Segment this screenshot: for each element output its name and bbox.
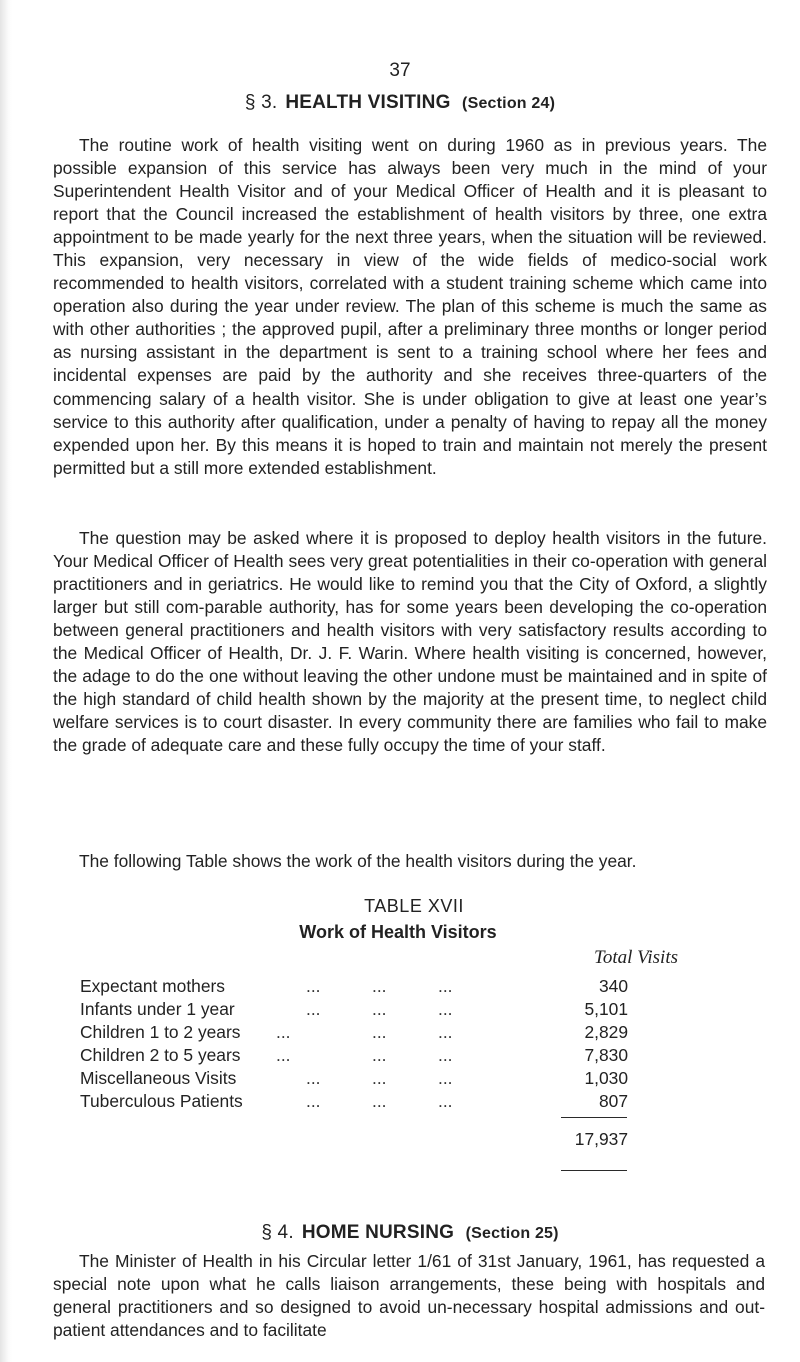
table-row: Children 2 to 5 years ... ... ... 7,830	[80, 1045, 628, 1065]
table-row: Infants under 1 year ... ... ... 5,101	[80, 999, 628, 1019]
table-total: 17,937	[574, 1129, 628, 1149]
total-rule-bottom	[561, 1170, 627, 1171]
section-3-reference: (Section 24)	[462, 95, 556, 112]
table-caption: Work of Health Visitors	[299, 922, 497, 942]
section-3-heading	[0, 92, 800, 114]
row-label: Expectant mothers	[80, 976, 225, 996]
health-visitors-table	[80, 975, 628, 1113]
table-row: Tuberculous Patients ... ... ... 807	[80, 1091, 628, 1111]
table-intro-paragraph: The following Table shows the work of the health visitors during the year.	[79, 851, 637, 871]
table-row: Expectant mothers ... ... ... 340	[80, 976, 628, 996]
table-column-header: Total Visits	[594, 947, 678, 968]
section-4-reference: (Section 25)	[465, 1225, 559, 1242]
section-4-heading	[10, 1222, 800, 1244]
total-rule-top	[561, 1117, 627, 1118]
page-edge-shadow	[0, 0, 12, 1362]
section-3-number: § 3.	[244, 92, 278, 113]
home-nursing-paragraph: The Minister of Health in his Circular letter 1/61 of 31st January, 1961, has requested a special note upon what he calls liaison arrangements, these being with hospitals and general practitioners and so designed to avoid un-necessary hospital admissions and out-patient attendances and to facilitate	[53, 1251, 765, 1341]
row-value: 807	[598, 1091, 628, 1111]
row-label: Children 2 to 5 years	[80, 1045, 241, 1065]
health-visiting-paragraph-1: The routine work of health visiting went on during 1960 as in previous years. The possible expansion of this service has always been very much in the mind of your Superintendent Health Visitor and of your Medical Officer of Health and it is pleasant to report that the Council increased the establishment of health visitors by three, one extra appointment to be made yearly for the next three years, when the situation will be reviewed. This expansion, very necessary in view of the wide fields of medico-social work recommended to health visitors, correlated with a student training scheme which came into operation also during the year under review. The plan of this scheme is much the same as with other authorities ; the approved pupil, after a preliminary three months or longer period as nursing assistant in the department is sent to a training school where her fees and incidental expenses are paid by the authority and she receives three-quarters of the commencing salary of a health visitor. She is under obligation to give at least one year’s service to this authority after qualification, under a penalty of having to repay all the money expended upon her. By this means it is hoped to train and maintain not merely the present permitted but a still more extended establishment.	[53, 135, 767, 478]
health-visiting-paragraph-2: The question may be asked where it is proposed to deploy health visitors in the future. Your Medical Officer of Health sees very great potentialities in their co-operation with general practitioners and in geriatrics. He would like to remind you that the City of Oxford, a slightly larger but still com-parable authority, has for some years been developing the co-operation between general practitioners and health visitors with very satisfactory results according to the Medical Officer of Health, Dr. J. F. Warin. Where health visiting is concerned, however, the adage to do the one without leaving the other undone must be maintained and in spite of the high standard of child health shown by the majority at the present time, to neglect child welfare services is to court disaster. In every community there are families who fail to make the grade of adequate care and these fully occupy the time of your staff.	[53, 528, 767, 756]
row-value: 2,829	[584, 1022, 628, 1042]
row-value: 1,030	[584, 1068, 628, 1088]
table-row: Children 1 to 2 years ... ... ... 2,829	[80, 1022, 628, 1042]
row-value: 5,101	[584, 999, 628, 1019]
row-value: 340	[598, 976, 628, 996]
row-label: Children 1 to 2 years	[80, 1022, 241, 1042]
table-number: TABLE XVII	[364, 896, 464, 916]
row-label: Infants under 1 year	[80, 999, 235, 1019]
table-row: Miscellaneous Visits ... ... ... 1,030	[80, 1068, 628, 1088]
section-3-title: HEALTH VISITING	[285, 92, 451, 113]
section-4-number: § 4.	[261, 1222, 294, 1243]
row-value: 7,830	[584, 1045, 628, 1065]
page-number: 37	[389, 60, 411, 81]
row-label: Tuberculous Patients	[80, 1091, 243, 1111]
row-label: Miscellaneous Visits	[80, 1068, 237, 1088]
section-4-title: HOME NURSING	[301, 1222, 455, 1243]
